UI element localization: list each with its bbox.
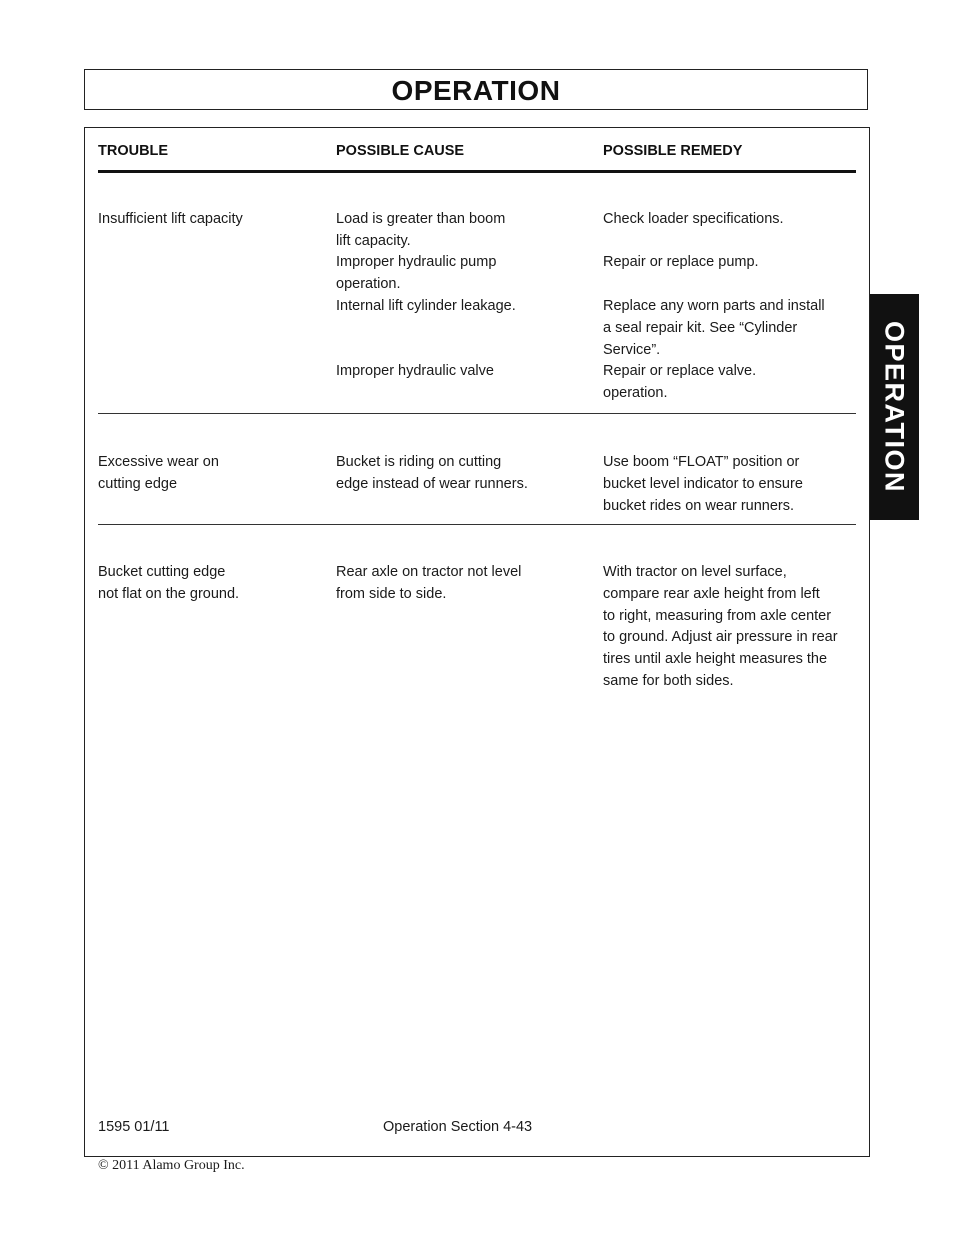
- section-side-tab: [869, 294, 919, 520]
- header-box: [84, 69, 868, 110]
- column-header-remedy: POSSIBLE REMEDY: [603, 143, 743, 159]
- cause-cell: Rear axle on tractor not level from side to side.: [336, 564, 522, 602]
- cause-cell: Improper hydraulic valve: [336, 363, 494, 379]
- remedy-cell: Repair or replace valve. operation.: [603, 363, 757, 401]
- remedy-cell: With tractor on level surface, compare rear axle height from left to right, measuring from axle center to ground. Adjust air pressure in rear tires until axle height measures the same for both sides.: [603, 564, 838, 689]
- side-tab-label: OPERATION: [879, 320, 910, 493]
- cause-cell: Load is greater than boom lift capacity.: [336, 211, 506, 249]
- column-header-cause: POSSIBLE CAUSE: [336, 143, 465, 159]
- trouble-cell: Excessive wear on cutting edge: [98, 454, 219, 492]
- row-divider: [98, 524, 856, 525]
- remedy-cell: Check loader specifications.: [603, 211, 784, 227]
- cause-cell: Bucket is riding on cutting edge instead of wear runners.: [336, 454, 528, 492]
- row-divider: [98, 413, 856, 414]
- copyright-notice: © 2011 Alamo Group Inc.: [98, 1158, 245, 1173]
- header-divider: [98, 170, 856, 173]
- column-header-trouble: TROUBLE: [98, 143, 169, 159]
- document-code: 1595 01/11: [98, 1119, 170, 1135]
- remedy-cell: Repair or replace pump.: [603, 254, 759, 270]
- remedy-cell: Use boom “FLOAT” position or bucket level indicator to ensure bucket rides on wear runners.: [603, 454, 803, 514]
- trouble-cell: Bucket cutting edge not flat on the ground.: [98, 564, 240, 602]
- cause-cell: Improper hydraulic pump operation.: [336, 254, 497, 292]
- page-title: OPERATION: [391, 74, 561, 106]
- page-section-number: Operation Section 4-43: [383, 1119, 533, 1135]
- remedy-cell: Replace any worn parts and install a seal repair kit. See “Cylinder Service”.: [603, 298, 825, 358]
- trouble-cell: Insufficient lift capacity: [98, 211, 243, 227]
- cause-cell: Internal lift cylinder leakage.: [336, 298, 516, 314]
